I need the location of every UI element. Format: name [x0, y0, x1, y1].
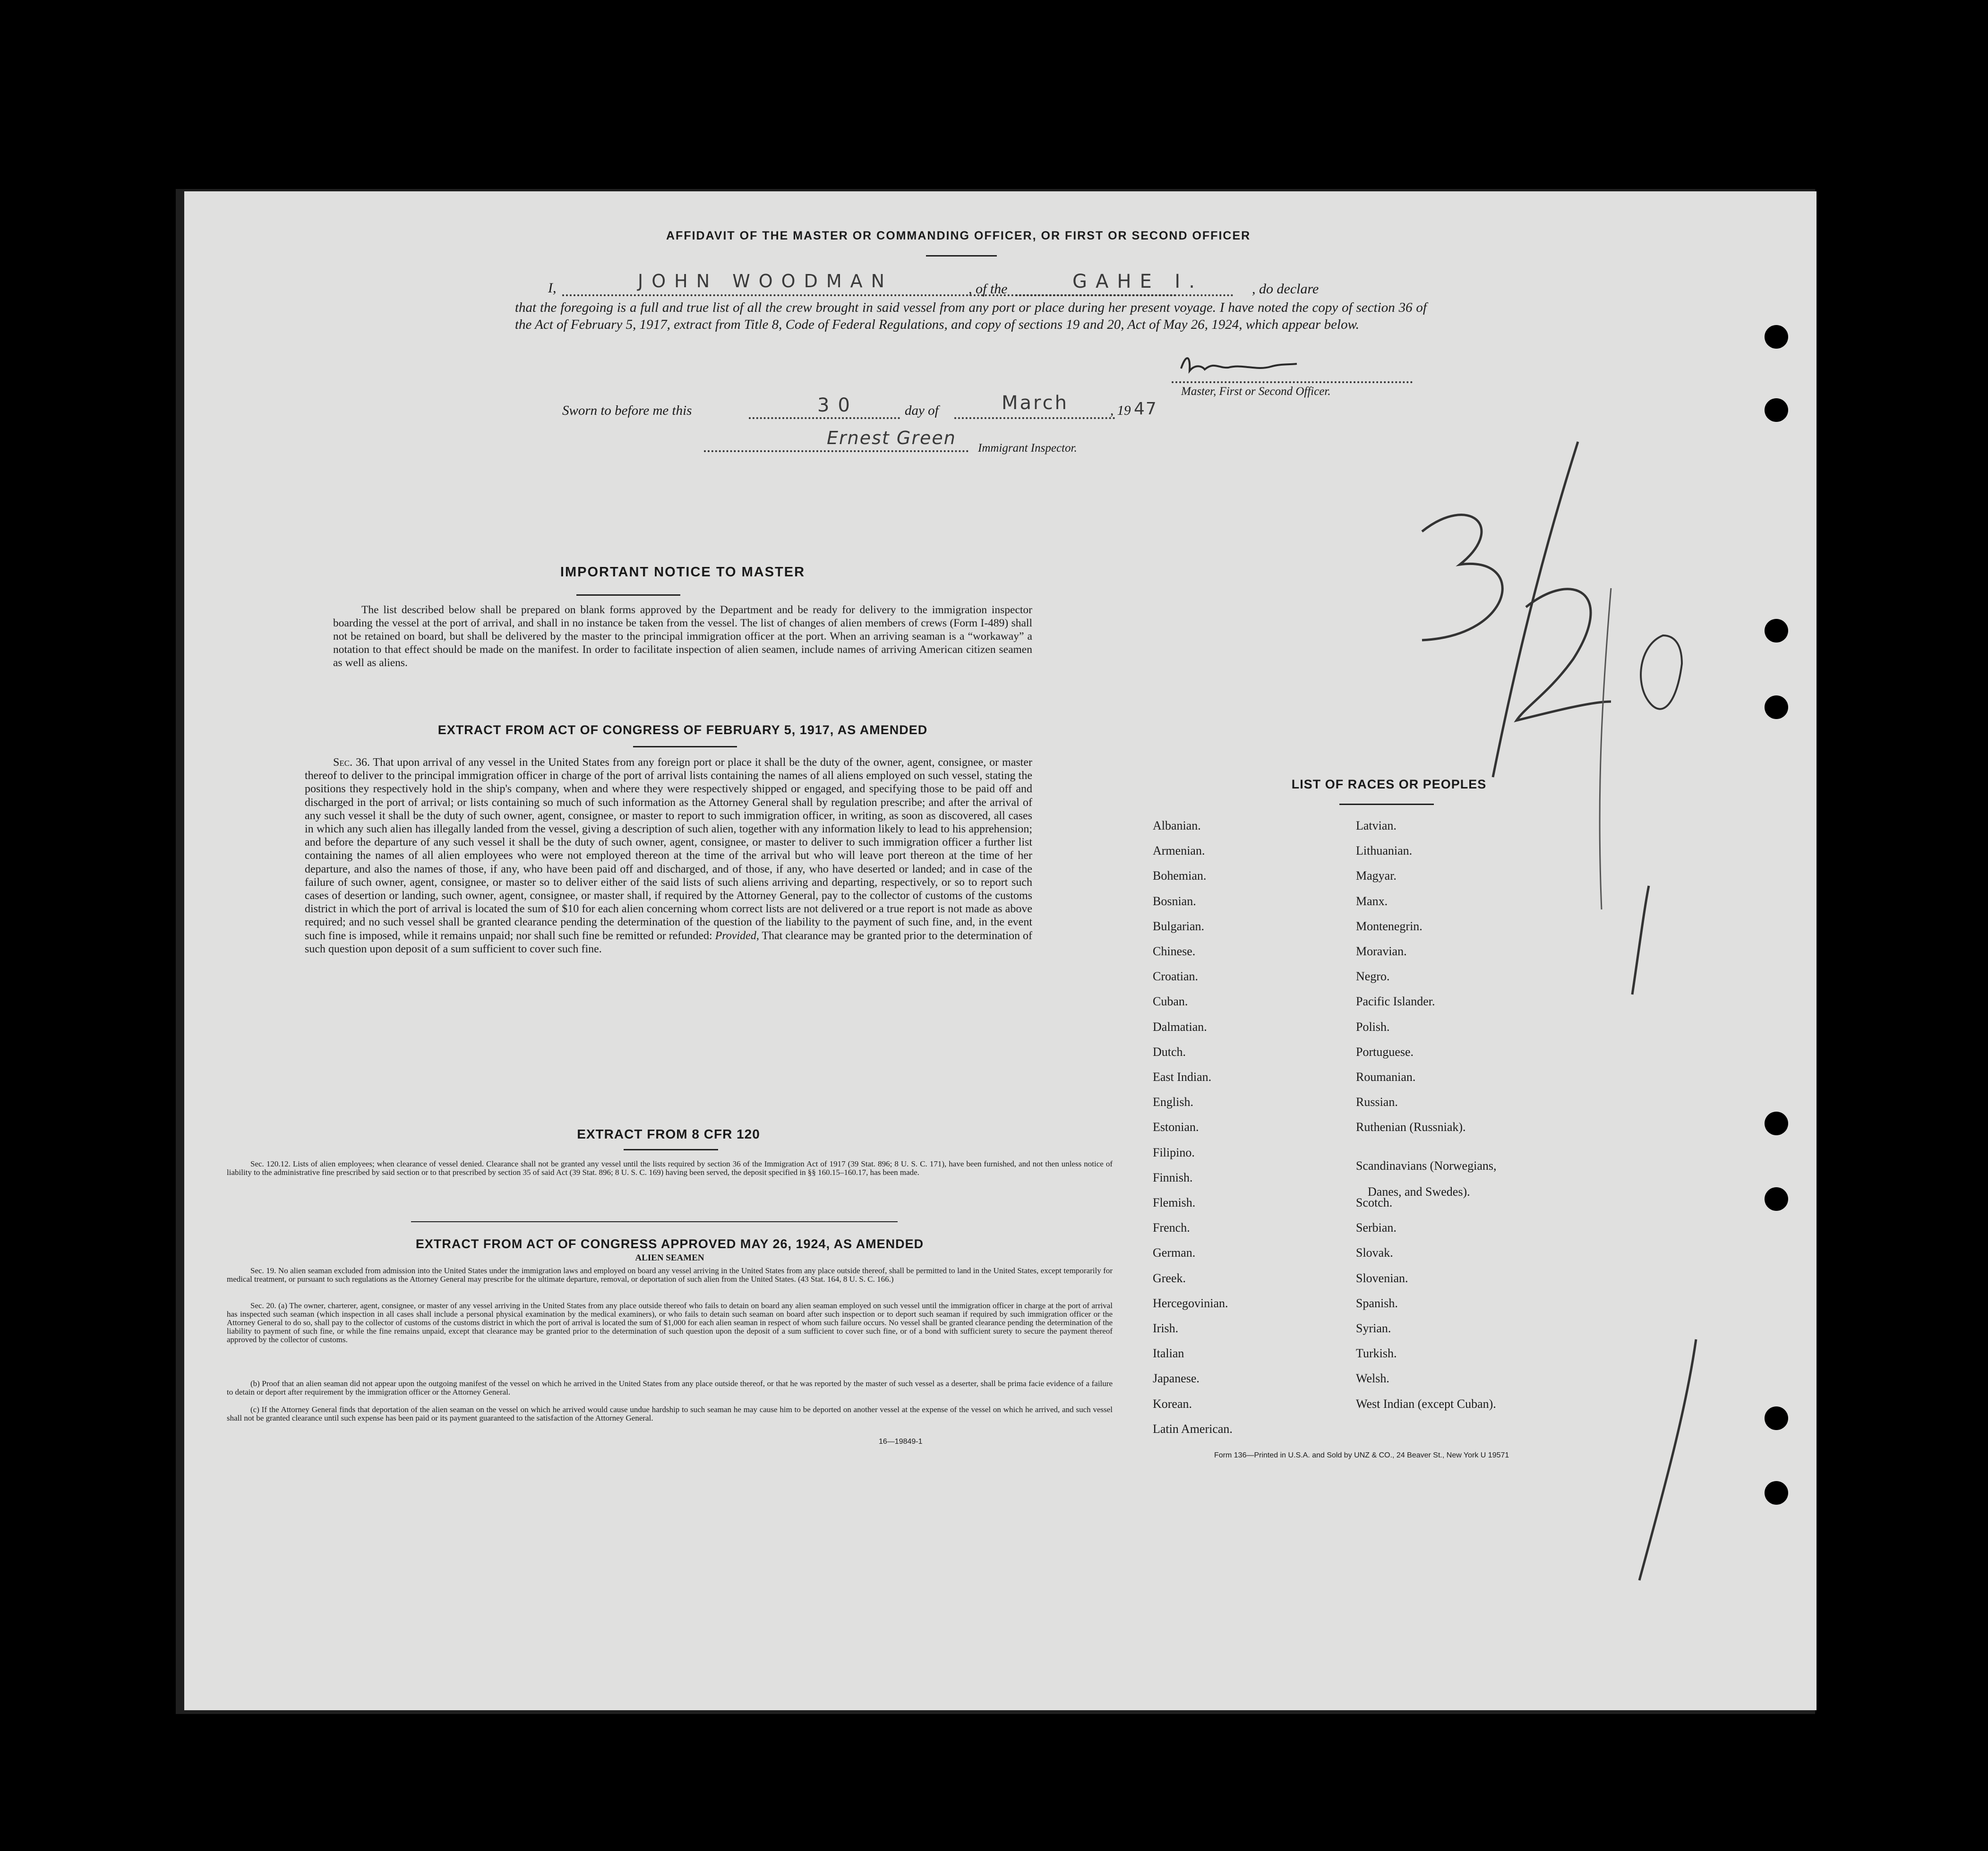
- race-item: Estonian.: [1153, 1120, 1199, 1134]
- sworn-day-line: [749, 417, 900, 419]
- race-item: Albanian.: [1153, 819, 1201, 832]
- race-item: French.: [1153, 1221, 1190, 1235]
- year-prefix: , 19: [1110, 403, 1131, 418]
- race-item: Negro.: [1356, 969, 1390, 984]
- race-item: Ruthenian (Russniak).: [1356, 1120, 1466, 1134]
- race-item: Italian: [1153, 1346, 1184, 1361]
- proviso-label: Provided,: [715, 929, 759, 942]
- race-item: Armenian.: [1153, 844, 1205, 858]
- binder-hole: [1765, 325, 1788, 349]
- extract-1924-footer-code: 16—19849-1: [879, 1438, 923, 1446]
- race-item: Cuban.: [1153, 994, 1188, 1009]
- race-item: Chinese.: [1153, 944, 1196, 958]
- sworn-month-handwritten: March: [1002, 392, 1069, 414]
- sec-20c-text: (c) If the Attorney General finds that deportation of the alien seaman on the vessel on which he arrived would cause undue hardship to such seaman he may cause him to be deported on another vessel at the expense of the vessel on which he arrived, and such vessel shall not be granted clearance until such expense has been paid or its payment guaranteed to the satisfaction of the Attorney General.: [227, 1405, 1113, 1423]
- race-item: Scandinavians (Norwegians,: [1356, 1158, 1497, 1173]
- binder-hole: [1765, 398, 1788, 422]
- title-rule: [926, 255, 997, 257]
- extract-1917-body: [305, 756, 1032, 956]
- races-title: LIST OF RACES OR PEOPLES: [1291, 777, 1487, 791]
- binder-hole: [1765, 1481, 1788, 1505]
- race-item: Bosnian.: [1153, 894, 1196, 908]
- sec-20a-text: Sec. 20. (a) The owner, charterer, agent, consignee, or master of any vessel arriving in the United States from any place outside thereof who fails to detain on board any alien seaman employed on such vessel until the immigration officer in charge at the port of arrival has inspected such seaman (which inspection in all cases shall include a personal physical examination by the medical examiners), or who fails to detain such seaman on board after such inspection or to deport such seaman if required by such immigration officer or the Attorney General to do so, shall pay to the collector of customs of the customs district in which the port of arrival is located the sum of $1,000 for each alien seaman in respect of whom such failure occurs. No vessel shall be granted clearance pending the determination of the liability to payment of such fine, or while the fine remains unpaid, except that clearance may be granted prior to the determination of such question upon the deposit of a sum sufficient to cover such fine, or of a bond with sufficient surety to secure the payment thereof approved by the collector of customs.: [227, 1301, 1113, 1344]
- sec-20b-text: (b) Proof that an alien seaman did not appear upon the outgoing manifest of the vessel on which he arrived in the United States from any place outside thereof, or that he was reported by the master of such vessel as a deserter, shall be prima facie evidence of a failure to detain or deport after requirement by the immigration officer or the Attorney General.: [227, 1379, 1113, 1397]
- inspector-signature: Ernest Green: [827, 428, 956, 448]
- race-item: Moravian.: [1356, 944, 1407, 958]
- race-item: Polish.: [1356, 1020, 1390, 1034]
- race-item: East Indian.: [1153, 1070, 1212, 1084]
- master-signature: [1176, 350, 1299, 383]
- affidavit-body: that the foregoing is a full and true list of all the crew brought in said vessel from any port or place during her present voyage. I have noted the copy of section 36 of the Act of February 5, 1917, extract from Title 8, Code of Federal Regulations, and copy of sections 19 and 20, Act of May 26, 1924, which appear below.: [515, 300, 1427, 332]
- race-item: Finnish.: [1153, 1170, 1193, 1184]
- affidavit-of-the: , of the: [968, 281, 1008, 297]
- binder-hole: [1765, 1406, 1788, 1430]
- race-item: Slovenian.: [1356, 1271, 1408, 1285]
- race-item: Pacific Islander.: [1356, 994, 1435, 1009]
- race-item: Montenegrin.: [1356, 919, 1422, 933]
- race-item: Scotch.: [1356, 1196, 1393, 1209]
- race-item: Irish.: [1153, 1321, 1179, 1335]
- extract-1924-title: EXTRACT FROM ACT OF CONGRESS APPROVED MAY 26, 1924, AS AMENDED: [415, 1237, 924, 1251]
- race-item: Croatian.: [1153, 969, 1199, 984]
- binder-hole: [1765, 695, 1788, 719]
- section-divider: [411, 1221, 898, 1222]
- race-item: Slovak.: [1356, 1246, 1393, 1260]
- race-item: West Indian (except Cuban).: [1356, 1397, 1496, 1411]
- race-item: Dutch.: [1153, 1045, 1186, 1059]
- binder-hole: [1765, 1112, 1788, 1135]
- race-item: Latin American.: [1153, 1422, 1233, 1436]
- race-item: Latvian.: [1356, 819, 1397, 832]
- race-item: Magyar.: [1356, 869, 1397, 883]
- affidavit-i-label: I,: [548, 280, 557, 296]
- race-item: Syrian.: [1356, 1321, 1391, 1335]
- race-item: Japanese.: [1153, 1371, 1200, 1386]
- vessel-name-line: [1016, 294, 1233, 296]
- inspector-signature-line: [704, 450, 968, 452]
- race-item: German.: [1153, 1246, 1196, 1260]
- sworn-day-handwritten: 30: [817, 394, 858, 416]
- notice-rule: [576, 594, 680, 596]
- sec-19-text: Sec. 19. No alien seaman excluded from admission into the United States under the immigration laws and employed on board any vessel arriving in the United States from any place outside thereof, shall be permitted to land in the United States, except temporarily for medical treatment, or pursuant to such regulations as the Attorney General may prescribe for the ultimate departure, removal, or deportation of such alien from the United States. (43 Stat. 164, 8 U. S. C. 166.): [227, 1266, 1113, 1284]
- race-item: Serbian.: [1356, 1221, 1397, 1235]
- notice-title: IMPORTANT NOTICE TO MASTER: [560, 565, 805, 580]
- master-signature-caption: Master, First or Second Officer.: [1181, 385, 1331, 398]
- race-item: Welsh.: [1356, 1371, 1389, 1386]
- inspector-caption: Immigrant Inspector.: [978, 442, 1077, 454]
- master-name-handwritten: JOHN WOODMAN: [638, 271, 893, 291]
- race-item: Bulgarian.: [1153, 919, 1205, 933]
- race-item: Manx.: [1356, 894, 1388, 908]
- handwritten-date-mark: [1394, 437, 1866, 1004]
- affidavit-title: AFFIDAVIT OF THE MASTER OR COMMANDING OFFICER, OR FIRST OR SECOND OFFICER: [666, 229, 1251, 242]
- sworn-label: Sworn to before me this: [562, 403, 692, 418]
- document-page: [184, 191, 1817, 1710]
- notice-body: The list described below shall be prepared on blank forms approved by the Department and be ready for delivery to the immigration inspector boarding the vessel at the port of arrival, and shall in no instance be taken from the vessel. The list of changes of alien members of crews (Form I-489) shall not be retained on board, but shall be delivered by the master to the principal immigration officer at the port. When an arriving seaman is a “workaway” a notation to that effect should be made on the manifest. In order to facilitate inspection of alien seamen, include names of arriving American citizen seamen as well as aliens.: [333, 604, 1032, 669]
- extract-1924-subtitle: ALIEN SEAMEN: [635, 1253, 704, 1263]
- race-item: Turkish.: [1356, 1346, 1397, 1361]
- binder-hole: [1765, 1187, 1788, 1211]
- race-item: Flemish.: [1153, 1196, 1196, 1209]
- extract-cfr-title: EXTRACT FROM 8 CFR 120: [577, 1127, 760, 1141]
- race-item: Lithuanian.: [1356, 844, 1413, 858]
- race-item: Russian.: [1356, 1095, 1398, 1109]
- race-item: English.: [1153, 1095, 1193, 1109]
- vessel-name-handwritten: GAHE I.: [1072, 271, 1203, 292]
- binder-hole: [1765, 619, 1788, 643]
- race-item: Spanish.: [1356, 1296, 1398, 1310]
- race-item: Greek.: [1153, 1271, 1186, 1285]
- extract-cfr-body: Sec. 120.12. Lists of alien employees; when clearance of vessel denied. Clearance shall not be granted any vessel until the lists required by section 36 of the Immigration Act of 1917 (39 Stat. 896; 8 U. S. C. 171), have been furnished, and not then unless notice of liability to the administrative fine prescribed by said section or to that prescribed by section 35 of said Act (39 Stat. 896; 8 U. S. C. 169) having been served, the deposit specified in §§ 160.15–160.17, has been made.: [227, 1159, 1113, 1177]
- extract-1917-title: EXTRACT FROM ACT OF CONGRESS OF FEBRUARY 5, 1917, AS AMENDED: [437, 723, 928, 737]
- races-rule: [1339, 804, 1434, 805]
- race-item: Korean.: [1153, 1397, 1192, 1411]
- extract-1917-rule: [633, 746, 737, 747]
- margin-pen-stroke: [1630, 1335, 1705, 1585]
- race-item: Filipino.: [1153, 1145, 1195, 1159]
- race-item: Bohemian.: [1153, 869, 1207, 883]
- sec-36-text: That upon arrival of any vessel in the United States from any foreign port or place it shall be the duty of the owner, agent, consignee, or master thereof to deliver to the principal immigration officer in charge of the port of arrival lists containing the names of all aliens employed on such vessel, stating the positions they respectively hold in the ship's company, when and where they were respectively shipped or engaged, and specifying those to be paid off and discharged in the port of arrival; or lists containing so much of such information as the Attorney General shall by regulation prescribe; and after the arrival of any such vessel it shall be the duty of such owner, agent, consignee, or master to report to such immigration officer, in writing, as soon as discovered, all cases in which any such alien has illegally landed from the vessel, giving a description of such alien, together with any information likely to lead to his apprehension; and before the departure of any such vessel it shall be the duty of such owner, agent, consignee, or master to deliver to such immigration officer a further list containing the names of all alien employees who were not employed thereon at the time of the arrival but who will leave port thereon at the time of her departure, and also the names of those, if any, who have been paid off and discharged, and of those, if any, who have deserted or landed; and in case of the failure of such owner, agent, consignee, or master so to deliver either of the said lists of such aliens arriving and departing, respectively, or so to report such cases of desertion or landing, such owner, agent, consignee, or master shall, if required by the Attorney General, pay to the collector of customs of the customs district in which the port of arrival is located the sum of $10 for each alien concerning whom correct lists are not delivered or a true report is not made as above required; and no such vessel shall be granted clearance pending the determination of the question of the liability to the payment of such fine, and, in the event such fine is imposed, while it remains unpaid; nor shall such fine be remitted or refunded:: [305, 756, 1032, 942]
- race-item: Dalmatian.: [1153, 1020, 1207, 1034]
- affidavit-do-declare: , do declare: [1252, 281, 1319, 297]
- race-item: Portuguese.: [1356, 1045, 1414, 1059]
- extract-cfr-rule: [624, 1149, 718, 1150]
- sworn-month-line: [954, 417, 1115, 419]
- master-signature-line: [1172, 381, 1413, 383]
- sec-36-label: Sec. 36.: [333, 756, 370, 769]
- day-of-label: day of: [905, 403, 939, 418]
- race-item: Danes, and Swedes).: [1368, 1184, 1470, 1199]
- proviso-text: That clearance may be granted prior to the determination of such question upon deposit of a sum sufficient to cover such fine.: [305, 929, 1033, 955]
- race-item: Roumanian.: [1356, 1070, 1416, 1084]
- race-item: Hercegovinian.: [1153, 1296, 1228, 1310]
- year-suffix-handwritten: 47: [1134, 399, 1157, 419]
- form-footer: Form 136—Printed in U.S.A. and Sold by UNZ & CO., 24 Beaver St., New York U 19571: [1214, 1451, 1509, 1459]
